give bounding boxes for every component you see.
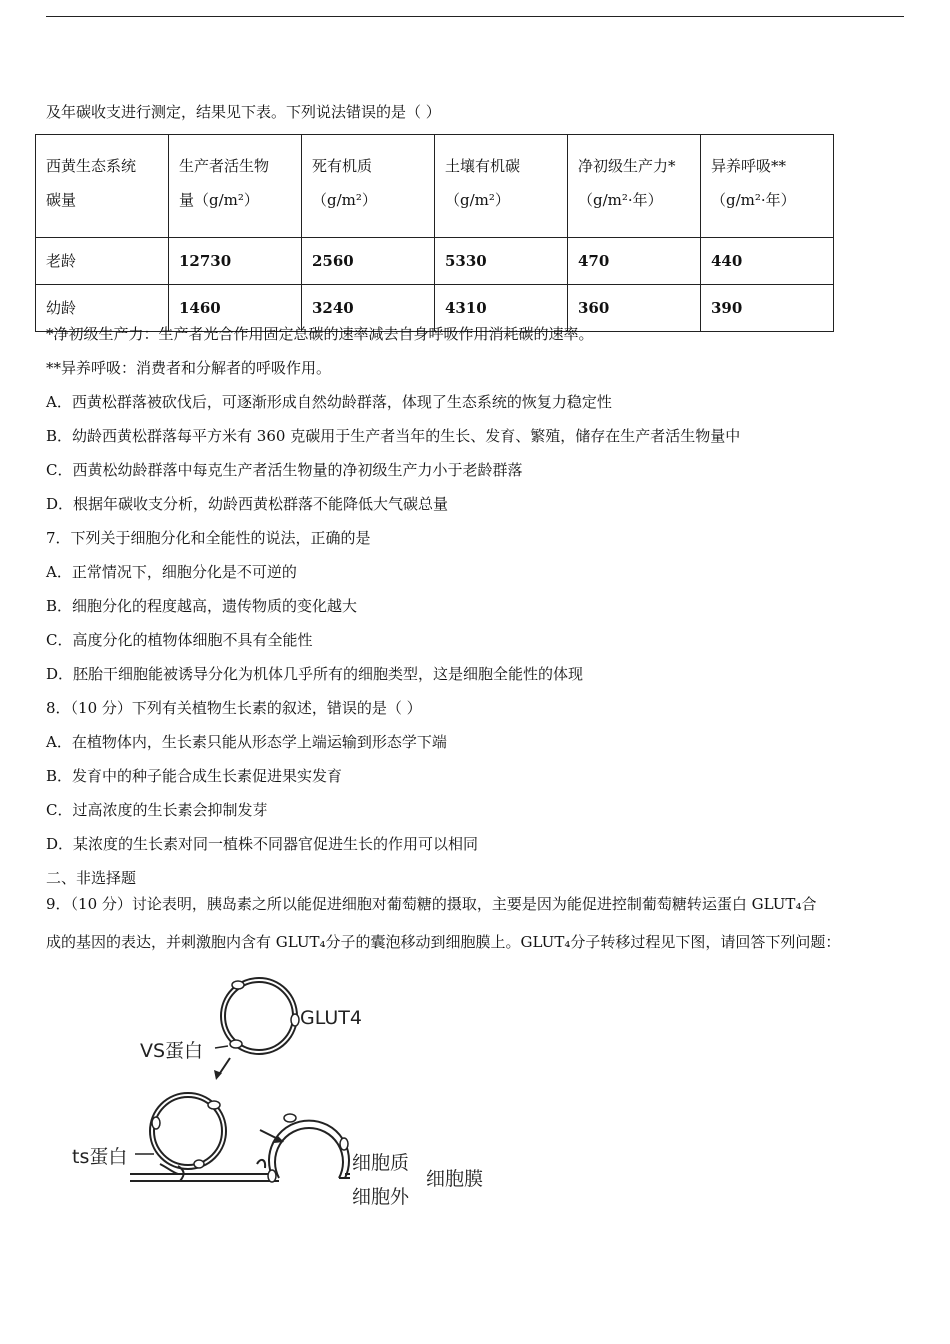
question-stem-cont: 成的基因的表达，并刺激胞内含有 GLUT₄分子的囊泡移动到细胞膜上。GLUT₄分子转移过程见下图，请回答下列问题： (46, 933, 841, 951)
table-cell: 1460 (169, 285, 302, 332)
question-intro: 及年碳收支进行测定，结果见下表。下列说法错误的是（ ） (46, 103, 441, 121)
table-header-cell: 净初级生产力* （g/m²·年） (568, 135, 701, 238)
label-membrane: 细胞膜 (426, 1168, 484, 1190)
table-header-row (36, 135, 834, 238)
table-cell: 幼龄 (36, 285, 169, 332)
vesicle-fusing (269, 1121, 349, 1178)
question-stem: 8．（10 分）下列有关植物生长素的叙述，错误的是（ ） (46, 699, 422, 717)
option-b: B．细胞分化的程度越高，遗传物质的变化越大 (46, 597, 358, 615)
table-cell: 4310 (435, 285, 568, 332)
option-d: D．某浓度的生长素对同一植株不同器官促进生长的作用可以相同 (46, 835, 479, 853)
table-cell: 3240 (302, 285, 435, 332)
table-cell: 440 (701, 238, 834, 285)
table-header-cell: 西黄生态系统 碳量 (36, 135, 169, 238)
question-stem: 7．下列关于细胞分化和全能性的说法，正确的是 (46, 529, 371, 547)
table-cell: 5330 (435, 238, 568, 285)
option-a: A．西黄松群落被砍伐后，可逐渐形成自然幼龄群落，体现了生态系统的恢复力稳定性 (46, 393, 612, 411)
table-header-cell: 生产者活生物 量（g/m²） (169, 135, 302, 238)
footnote: *净初级生产力：生产者光合作用固定总碳的速率减去自身呼吸作用消耗碳的速率。 (46, 325, 594, 343)
table-header-cell: 土壤有机碳 （g/m²） (435, 135, 568, 238)
table-cell: 470 (568, 238, 701, 285)
label-glut4: GLUT4 (300, 1007, 362, 1029)
label-cytoplasm: 细胞质 (352, 1152, 410, 1174)
option-c: C．西黄松幼龄群落中每克生产者活生物量的净初级生产力小于老龄群落 (46, 461, 523, 479)
option-a: A．在植物体内，生长素只能从形态学上端运输到形态学下端 (46, 733, 447, 751)
table-cell: 360 (568, 285, 701, 332)
option-c: C．高度分化的植物体细胞不具有全能性 (46, 631, 313, 649)
label-outside: 细胞外 (352, 1186, 410, 1208)
table-header-cell: 死有机质 （g/m²） (302, 135, 435, 238)
footnote: **异养呼吸：消费者和分解者的呼吸作用。 (46, 359, 332, 377)
option-c: C．过高浓度的生长素会抑制发芽 (46, 801, 268, 819)
table-cell: 老龄 (36, 238, 169, 285)
table-cell: 12730 (169, 238, 302, 285)
option-b: B．发育中的种子能合成生长素促进果实发育 (46, 767, 343, 785)
option-b: B．幼龄西黄松群落每平方米有 360 克碳用于生产者当年的生长、发育、繁殖，储存在生产者活生物量中 (46, 427, 741, 445)
top-rule (46, 16, 904, 17)
table-cell: 390 (701, 285, 834, 332)
option-a: A．正常情况下，细胞分化是不可逆的 (46, 563, 297, 581)
carbon-table (35, 134, 834, 332)
table-cell: 2560 (302, 238, 435, 285)
table-row (36, 238, 834, 285)
glut4-diagram (60, 968, 520, 1217)
label-ts-protein: ts蛋白 (72, 1146, 128, 1168)
table-header-cell: 异养呼吸** （g/m²·年） (701, 135, 834, 238)
section-heading: 二、非选择题 (46, 869, 137, 887)
option-d: D．胚胎干细胞能被诱导分化为机体几乎所有的细胞类型，这是细胞全能性的体现 (46, 665, 584, 683)
option-d: D．根据年碳收支分析，幼龄西黄松群落不能降低大气碳总量 (46, 495, 449, 513)
question-stem: 9．（10 分）讨论表明，胰岛素之所以能促进细胞对葡萄糖的摄取，主要是因为能促进控制葡萄糖转运蛋白 GLUT₄合 (46, 895, 817, 913)
label-vs-protein: VS蛋白 (140, 1040, 204, 1062)
